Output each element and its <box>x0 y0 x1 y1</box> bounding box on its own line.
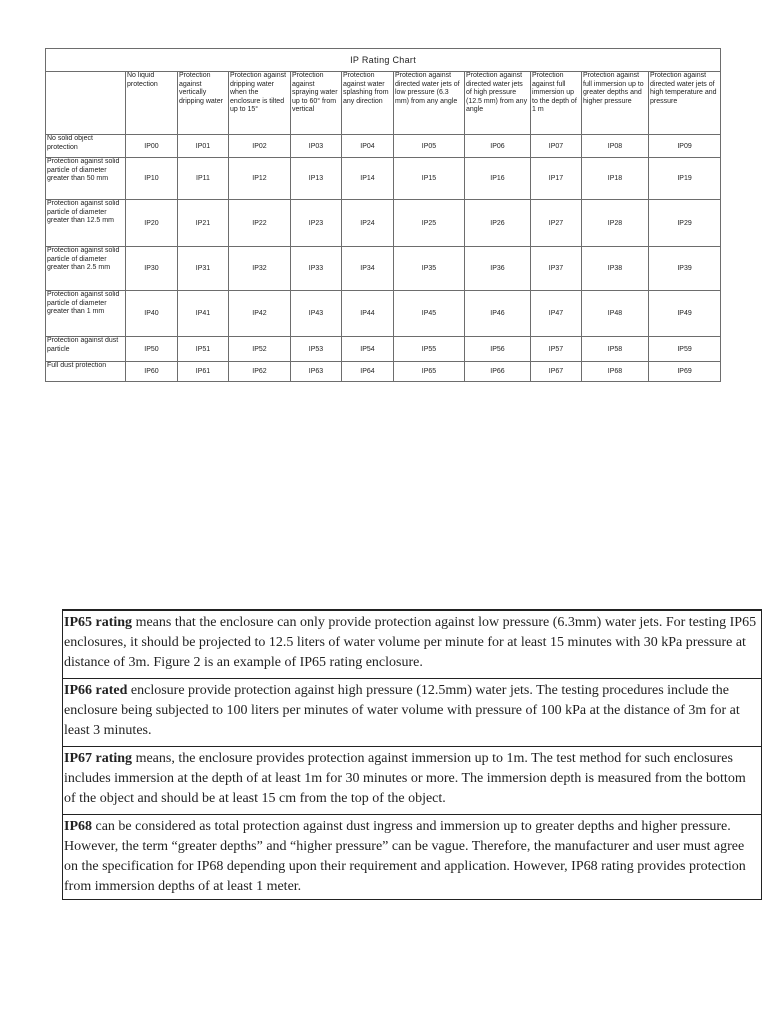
ip-code-cell: IP27 <box>531 200 582 247</box>
description-text: means that the enclosure can only provide protection against low pressure (6.3mm) water jets. For testing IP65 enclosures, it should be projected to 12.5 liters of water volume per minute for at least 15 minutes with 30 kPa pressure at distance of 3m. Figure 2 is an example of IP65 rating enclosure. <box>64 615 757 670</box>
ip-code-cell: IP57 <box>531 337 582 362</box>
ip-code-cell: IP54 <box>342 337 394 362</box>
ip-code-cell: IP24 <box>342 200 394 247</box>
ip-code-cell: IP37 <box>531 247 582 291</box>
ip-code-cell: IP20 <box>126 200 178 247</box>
table-row <box>46 337 721 362</box>
row-header: Protection against solid particle of diameter greater than 50 mm <box>46 158 126 200</box>
row-header: Protection against solid particle of diameter greater than 1 mm <box>46 291 126 337</box>
column-header: No liquid protection <box>126 72 178 135</box>
ip-code-cell: IP12 <box>229 158 291 200</box>
ip-code-cell: IP39 <box>649 247 721 291</box>
column-header: Protection against full immersion up to the depth of 1 m <box>531 72 582 135</box>
ip-code-cell: IP07 <box>531 135 582 158</box>
ip-code-cell: IP00 <box>126 135 178 158</box>
ip-code-cell: IP02 <box>229 135 291 158</box>
ip-code-cell: IP15 <box>394 158 465 200</box>
ip-code-cell: IP08 <box>582 135 649 158</box>
ip-rating-table <box>45 48 721 382</box>
ip-code-cell: IP65 <box>394 362 465 382</box>
description-text: can be considered as total protection against dust ingress and immersion up to greater depths and higher pressure. However, the term “greater depths” and “higher pressure” can be vague. Therefore, the manufacturer and user must agree on the specification for IP68 depending upon their requirement and application. However, IP68 rating provides protection from immersion depths of at least 1 meter. <box>64 819 746 894</box>
table-row <box>46 158 721 200</box>
description-ip66 <box>63 679 761 747</box>
ip-code-cell: IP25 <box>394 200 465 247</box>
description-term: IP68 <box>64 819 92 834</box>
ip-code-cell: IP19 <box>649 158 721 200</box>
ip-code-cell: IP32 <box>229 247 291 291</box>
ip-code-cell: IP29 <box>649 200 721 247</box>
ip-code-cell: IP16 <box>465 158 531 200</box>
table-row <box>46 135 721 158</box>
table-row <box>46 362 721 382</box>
column-header: Protection against full immersion up to greater depths and higher pressure <box>582 72 649 135</box>
row-header: Protection against dust particle <box>46 337 126 362</box>
ip-code-cell: IP35 <box>394 247 465 291</box>
ip-code-cell: IP28 <box>582 200 649 247</box>
ip-code-cell: IP30 <box>126 247 178 291</box>
corner-cell <box>46 72 126 135</box>
ip-code-cell: IP06 <box>465 135 531 158</box>
ip-code-cell: IP51 <box>178 337 229 362</box>
description-ip67 <box>63 747 761 815</box>
ip-code-cell: IP21 <box>178 200 229 247</box>
row-header: Protection against solid particle of diameter greater than 12.5 mm <box>46 200 126 247</box>
ip-descriptions <box>62 609 762 900</box>
ip-code-cell: IP47 <box>531 291 582 337</box>
ip-code-cell: IP67 <box>531 362 582 382</box>
description-text: means, the enclosure provides protection against immersion up to 1m. The test method for such enclosures includes immersion at the depth of at least 1m for 30 minutes or more. The immersion depth is measured from the bottom of the object and should be at least 15 cm from the top of the object. <box>64 751 746 806</box>
ip-code-cell: IP38 <box>582 247 649 291</box>
table-row <box>46 291 721 337</box>
ip-code-cell: IP26 <box>465 200 531 247</box>
ip-code-cell: IP22 <box>229 200 291 247</box>
ip-code-cell: IP55 <box>394 337 465 362</box>
ip-code-cell: IP59 <box>649 337 721 362</box>
ip-code-cell: IP05 <box>394 135 465 158</box>
ip-code-cell: IP33 <box>291 247 342 291</box>
column-header: Protection against directed water jets of high pressure (12.5 mm) from any angle <box>465 72 531 135</box>
row-header: Protection against solid particle of diameter greater than 2.5 mm <box>46 247 126 291</box>
ip-code-cell: IP36 <box>465 247 531 291</box>
column-header: Protection against spraying water up to 60° from vertical <box>291 72 342 135</box>
ip-code-cell: IP42 <box>229 291 291 337</box>
description-ip68 <box>63 815 761 899</box>
ip-code-cell: IP34 <box>342 247 394 291</box>
ip-code-cell: IP43 <box>291 291 342 337</box>
ip-code-cell: IP62 <box>229 362 291 382</box>
ip-code-cell: IP48 <box>582 291 649 337</box>
table-row <box>46 200 721 247</box>
ip-code-cell: IP63 <box>291 362 342 382</box>
ip-code-cell: IP31 <box>178 247 229 291</box>
ip-rating-chart <box>45 48 720 382</box>
ip-code-cell: IP01 <box>178 135 229 158</box>
header-row <box>46 72 721 135</box>
ip-code-cell: IP13 <box>291 158 342 200</box>
ip-code-cell: IP46 <box>465 291 531 337</box>
ip-code-cell: IP17 <box>531 158 582 200</box>
ip-code-cell: IP11 <box>178 158 229 200</box>
ip-code-cell: IP45 <box>394 291 465 337</box>
ip-code-cell: IP56 <box>465 337 531 362</box>
description-term: IP67 rating <box>64 751 133 766</box>
ip-code-cell: IP60 <box>126 362 178 382</box>
row-header: No solid object protection <box>46 135 126 158</box>
ip-code-cell: IP58 <box>582 337 649 362</box>
ip-code-cell: IP66 <box>465 362 531 382</box>
ip-code-cell: IP03 <box>291 135 342 158</box>
ip-code-cell: IP09 <box>649 135 721 158</box>
ip-code-cell: IP61 <box>178 362 229 382</box>
column-header: Protection against directed water jets of high temperature and pressure <box>649 72 721 135</box>
ip-code-cell: IP69 <box>649 362 721 382</box>
description-ip65 <box>63 611 761 679</box>
column-header: Protection against vertically dripping water <box>178 72 229 135</box>
ip-code-cell: IP23 <box>291 200 342 247</box>
ip-code-cell: IP52 <box>229 337 291 362</box>
ip-code-cell: IP18 <box>582 158 649 200</box>
ip-code-cell: IP10 <box>126 158 178 200</box>
ip-code-cell: IP50 <box>126 337 178 362</box>
ip-code-cell: IP49 <box>649 291 721 337</box>
description-term: IP66 rated <box>64 683 128 698</box>
ip-code-cell: IP04 <box>342 135 394 158</box>
table-row <box>46 247 721 291</box>
ip-code-cell: IP40 <box>126 291 178 337</box>
ip-code-cell: IP64 <box>342 362 394 382</box>
ip-code-cell: IP53 <box>291 337 342 362</box>
column-header: Protection against directed water jets of low pressure (6.3 mm) from any angle <box>394 72 465 135</box>
ip-code-cell: IP41 <box>178 291 229 337</box>
ip-code-cell: IP44 <box>342 291 394 337</box>
description-text: enclosure provide protection against high pressure (12.5mm) water jets. The testing procedures include the enclosure being subjected to 100 liters per minutes of water volume with pressure of 100 kPa at the distance of 3m for at least 3 minutes. <box>64 683 740 738</box>
chart-title: IP Rating Chart <box>46 49 721 72</box>
column-header: Protection against water splashing from any direction <box>342 72 394 135</box>
column-header: Protection against dripping water when the enclosure is tilted up to 15° <box>229 72 291 135</box>
row-header: Full dust protection <box>46 362 126 382</box>
description-term: IP65 rating <box>64 615 133 630</box>
ip-code-cell: IP14 <box>342 158 394 200</box>
ip-code-cell: IP68 <box>582 362 649 382</box>
